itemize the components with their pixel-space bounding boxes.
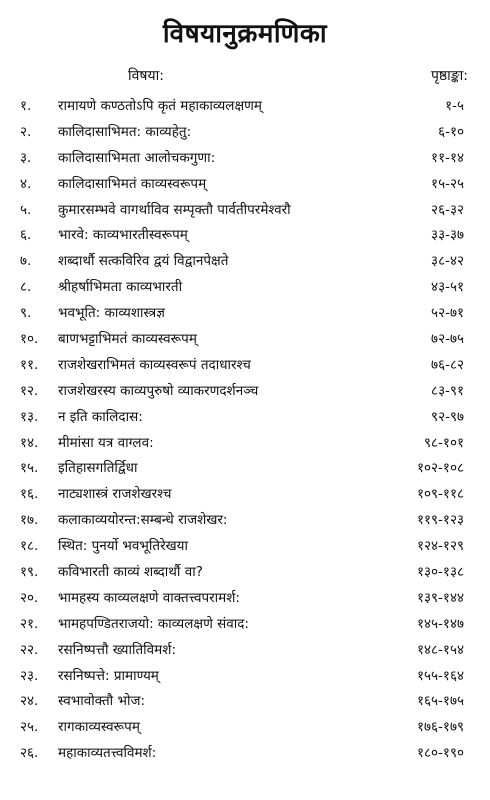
toc-entry	[0, 198, 490, 224]
toc-entry	[0, 689, 490, 715]
entry-number: १.	[20, 98, 32, 114]
entry-title: कालिदासाभिमता आलोचकगुणा:	[58, 149, 216, 166]
page-column-header: पृष्ठाङ्का:	[430, 68, 468, 84]
toc-entry	[0, 146, 490, 172]
entry-number: ६.	[20, 227, 32, 244]
entry-page-range: ११९-१२३	[417, 512, 464, 529]
entry-page-range: ४३-५१	[431, 279, 464, 296]
entry-number: १२.	[20, 382, 39, 399]
entry-number: १७.	[20, 512, 39, 529]
entry-page-range: २६-३२	[431, 201, 464, 218]
toc-entry	[0, 456, 490, 482]
toc-entry	[0, 327, 490, 353]
entry-page-range: १०२-१०८	[417, 460, 464, 477]
toc-entry	[0, 534, 490, 560]
entry-number: १५.	[20, 460, 39, 477]
entry-page-range: १५५-१६४	[417, 667, 464, 684]
toc-entry	[0, 612, 490, 638]
entry-page-range: १५-२५	[431, 175, 464, 192]
entry-title: भारवे: काव्यभारतीस्वरूपम्	[58, 227, 188, 244]
entry-page-range: ६-१०	[438, 123, 464, 140]
entry-number: ८.	[20, 279, 32, 296]
entry-page-range: ७६-८२	[431, 356, 464, 373]
entry-number: २३.	[20, 667, 39, 684]
entry-page-range: १६५-१७५	[417, 693, 464, 710]
toc-entry	[0, 379, 490, 405]
subject-column-header: विषया:	[128, 68, 164, 84]
entry-number: २.	[20, 123, 32, 140]
toc-entry	[0, 482, 490, 508]
entry-page-range: ३३-३७	[431, 227, 464, 244]
entry-page-range: १२४-१२९	[417, 538, 464, 555]
entry-number: ७.	[20, 253, 32, 270]
toc-entry	[0, 172, 490, 198]
toc-entry	[0, 301, 490, 327]
toc-entry	[0, 223, 490, 249]
entry-number: १३.	[20, 408, 39, 425]
toc-entry	[0, 405, 490, 431]
entry-title: स्थित: पुनर्यो भवभूतिरेखया	[58, 538, 188, 555]
entry-title: नाट्यशास्त्रं राजशेखरश्च	[58, 486, 172, 503]
entry-title: कविभारती काव्यं शब्दार्थौ वा?	[58, 564, 203, 581]
entry-number: २०.	[20, 589, 39, 606]
entry-title: कालिदासाभिमतं काव्यस्वरूपम्	[58, 175, 207, 192]
entry-title: भामहस्य काव्यलक्षणे वाक्तत्त्वपरामर्श:	[58, 589, 240, 606]
toc-entry	[0, 508, 490, 534]
entry-number: ९.	[20, 305, 32, 322]
entry-number: ५.	[20, 201, 32, 218]
entry-page-range: १३९-१४४	[417, 589, 464, 606]
entry-number: १०.	[20, 331, 39, 348]
toc-entry	[0, 431, 490, 457]
toc-entry	[0, 275, 490, 301]
entry-title: श्रीहर्षाभिमता काव्यभारती	[58, 279, 183, 296]
entry-number: २६.	[20, 745, 39, 762]
entry-page-range: १०९-११८	[417, 486, 464, 503]
entry-number: ३.	[20, 149, 32, 166]
entry-title: भामहपण्डितराजयो: काव्यलक्षणे संवाद:	[58, 615, 249, 632]
entry-page-range: १८०-१९०	[417, 745, 464, 762]
toc-entry	[0, 586, 490, 612]
entry-number: ११.	[20, 356, 39, 373]
entry-page-range: ३८-४२	[431, 253, 464, 270]
entry-title: रागकाव्यस्वरूपम्	[58, 719, 140, 736]
toc-entry	[0, 741, 490, 767]
entry-title: कुमारसम्भवे वागर्थाविव सम्पृक्तौ पार्वतीपरमेश्वरौ	[58, 201, 291, 218]
entry-title: कलाकाव्ययोरन्त:सम्बन्धे राजशेखर:	[58, 512, 228, 529]
entry-number: १४.	[20, 434, 39, 451]
toc-entry	[0, 638, 490, 664]
toc-entry	[0, 715, 490, 741]
entry-number: २५.	[20, 719, 39, 736]
column-header-row	[0, 66, 490, 90]
entry-number: २२.	[20, 641, 39, 658]
entry-page-range: १७६-१७९	[417, 719, 464, 736]
entry-page-range: १४५-१४७	[417, 615, 464, 632]
page-title: विषयानुक्रमणिका	[162, 19, 328, 49]
toc-entry	[0, 353, 490, 379]
entry-title: रसनिष्पत्तौ ख्यातिविमर्श:	[58, 641, 176, 658]
entry-number: १६.	[20, 486, 39, 503]
entry-number: १९.	[20, 564, 39, 581]
entry-title: इतिहासगतिर्द्विधा	[58, 460, 138, 477]
entry-page-range: ९२-९७	[431, 408, 464, 425]
entry-title: राजशेखराभिमतं काव्यस्वरूपं तदाधारश्च	[58, 356, 251, 373]
toc-entry	[0, 560, 490, 586]
entry-number: १८.	[20, 538, 39, 555]
entry-number: ४.	[20, 175, 32, 192]
entry-page-range: ५२-७१	[431, 305, 464, 322]
entry-title: न इति कालिदास:	[58, 408, 143, 425]
toc-entry	[0, 664, 490, 690]
toc-entry	[0, 120, 490, 146]
entry-page-range: ११-१४	[431, 149, 464, 166]
entry-title: शब्दार्थौ सत्कविरिव द्वयं विद्वानपेक्षते	[58, 253, 229, 270]
entry-title: स्वभावोक्तौ भोज:	[58, 693, 146, 710]
entry-title: महाकाव्यतत्त्वविमर्श:	[58, 745, 157, 762]
entry-title: मीमांसा यत्र वाग्लव:	[58, 434, 154, 451]
toc-entry	[0, 249, 490, 275]
toc-entry	[0, 94, 490, 120]
entry-page-range: १-५	[445, 98, 464, 114]
toc-list	[0, 94, 490, 767]
entry-page-range: ८३-९१	[431, 382, 464, 399]
entry-title: रामायणे कण्ठतोऽपि कृतं महाकाव्यलक्षणम्	[58, 98, 262, 114]
entry-title: बाणभट्टाभिमतं काव्यस्वरूपम्	[58, 331, 197, 348]
entry-page-range: १३०-१३८	[417, 564, 464, 581]
entry-number: २४.	[20, 693, 39, 710]
entry-number: २१.	[20, 615, 39, 632]
entry-title: कालिदासाभिमत: काव्यहेतु:	[58, 123, 192, 140]
entry-title: भवभूति: काव्यशास्त्रज्ञ	[58, 305, 165, 322]
entry-title: रसनिष्पत्ते: प्रामाण्यम्	[58, 667, 159, 684]
entry-title: राजशेखरस्य काव्यपुरुषो व्याकरणदर्शनञ्च	[58, 382, 259, 399]
entry-page-range: ९८-१०१	[424, 434, 464, 451]
entry-page-range: ७२-७५	[431, 331, 464, 348]
entry-page-range: १४८-१५४	[417, 641, 464, 658]
